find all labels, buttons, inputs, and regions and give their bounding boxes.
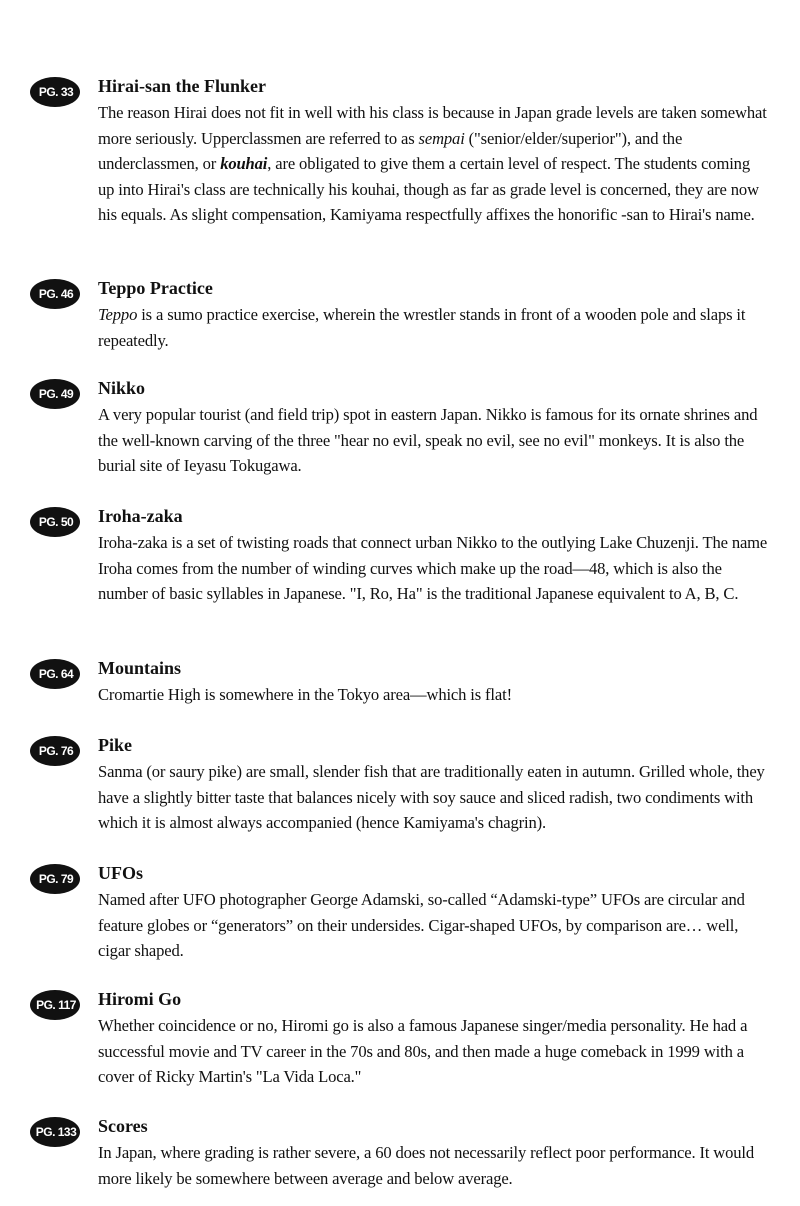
text-run: ("senior/elder/superior"), and the underclassmen, or bbox=[98, 128, 683, 173]
note-content bbox=[98, 862, 770, 964]
note-text bbox=[98, 530, 770, 607]
note-title: Mountains bbox=[98, 658, 182, 678]
note-title: Teppo Practice bbox=[98, 278, 213, 298]
note-content bbox=[98, 75, 770, 228]
note-content bbox=[98, 657, 770, 708]
note-text bbox=[98, 1140, 770, 1191]
text-run: A very popular tourist (and field trip) spot in eastern Japan. Nikko is famous for its ornate shrines and the well-known carving of the three "hear no evil, speak no evil, see no evil" monkeys. It is also the burial site of Ieyasu Tokugawa. bbox=[98, 405, 758, 475]
text-run: Whether coincidence or no, Hiromi go is also a famous Japanese singer/media personality. He had a successful movie and TV career in the 70s and 80s, and then made a huge comeback in 1999 with a cover of Ricky Martin's "La Vida Loca." bbox=[98, 1016, 748, 1086]
text-run: Sanma (or saury pike) are small, slender fish that are traditionally eaten in autumn. Grilled whole, they have a slightly bitter taste that balances nicely with soy sauce and sliced radish, two condiments with which it is almost always accompanied (hence Kamiyama's chagrin). bbox=[98, 762, 765, 832]
note-text bbox=[98, 759, 770, 836]
note-text bbox=[98, 100, 770, 228]
note-title: Scores bbox=[98, 1116, 148, 1136]
page-badge: PG. 49 bbox=[30, 379, 80, 409]
text-run: , are obligated to give them a certain level of respect. The students coming up into Hirai's class are technically his kouhai, though as far as grade level is concerned, they are now his equals. As slight compensation, Kamiyama respectfully affixes the honorific -san to Hirai's name. bbox=[98, 154, 759, 224]
page-badge: PG. 117 bbox=[30, 990, 80, 1020]
note-content bbox=[98, 988, 770, 1090]
note-title: Pike bbox=[98, 735, 132, 755]
note-content bbox=[98, 377, 770, 479]
text-run: Named after UFO photographer George Adamski, so-called “Adamski-type” UFOs are circular and feature globes or “generators” on their undersides. Cigar-shaped UFOs, by comparison are… well, cigar shaped. bbox=[98, 890, 745, 960]
note-text bbox=[98, 302, 770, 353]
page-badge: PG. 76 bbox=[30, 736, 80, 766]
text-run: The reason Hirai does not fit in well with his class is because in Japan grade levels are taken somewhat more seriously. Upperclassmen are referred to as bbox=[98, 103, 767, 148]
text-run: Iroha-zaka is a set of twisting roads that connect urban Nikko to the outlying Lake Chuzenji. The name Iroha comes from the number of winding curves which make up the road—48, which is also the number of basic syllables in Japanese. "I, Ro, Ha" is the traditional Japanese equivalent to A, B, C. bbox=[98, 533, 768, 603]
page-badge: PG. 133 bbox=[30, 1117, 80, 1147]
note-content bbox=[98, 505, 770, 607]
text-run: Cromartie High is somewhere in the Tokyo area—which is flat! bbox=[98, 685, 512, 704]
note-text bbox=[98, 402, 770, 479]
note-title: Hiromi Go bbox=[98, 989, 182, 1009]
note-content bbox=[98, 277, 770, 353]
note-title: UFOs bbox=[98, 863, 143, 883]
note-content bbox=[98, 734, 770, 836]
page-badge: PG. 46 bbox=[30, 279, 80, 309]
note-text bbox=[98, 1013, 770, 1090]
note-text bbox=[98, 682, 770, 708]
text-run: is a sumo practice exercise, wherein the wrestler stands in front of a wooden pole and slaps it repeatedly. bbox=[98, 305, 746, 350]
italic-term: Teppo bbox=[98, 305, 138, 324]
note-content bbox=[98, 1115, 770, 1191]
note-title: Nikko bbox=[98, 378, 146, 398]
italic-term: sempai bbox=[418, 128, 465, 148]
note-text bbox=[98, 887, 770, 964]
note-title: Hirai-san the Flunker bbox=[98, 76, 267, 96]
note-title: Iroha-zaka bbox=[98, 506, 183, 526]
page-badge: PG. 64 bbox=[30, 659, 80, 689]
page-badge: PG. 50 bbox=[30, 507, 80, 537]
text-run: In Japan, where grading is rather severe, a 60 does not necessarily reflect poor performance. It would more likely be somewhere between average and below average. bbox=[98, 1143, 755, 1188]
page-badge: PG. 79 bbox=[30, 864, 80, 894]
bold-italic-term: kouhai bbox=[220, 154, 268, 173]
page-badge: PG. 33 bbox=[30, 77, 80, 107]
